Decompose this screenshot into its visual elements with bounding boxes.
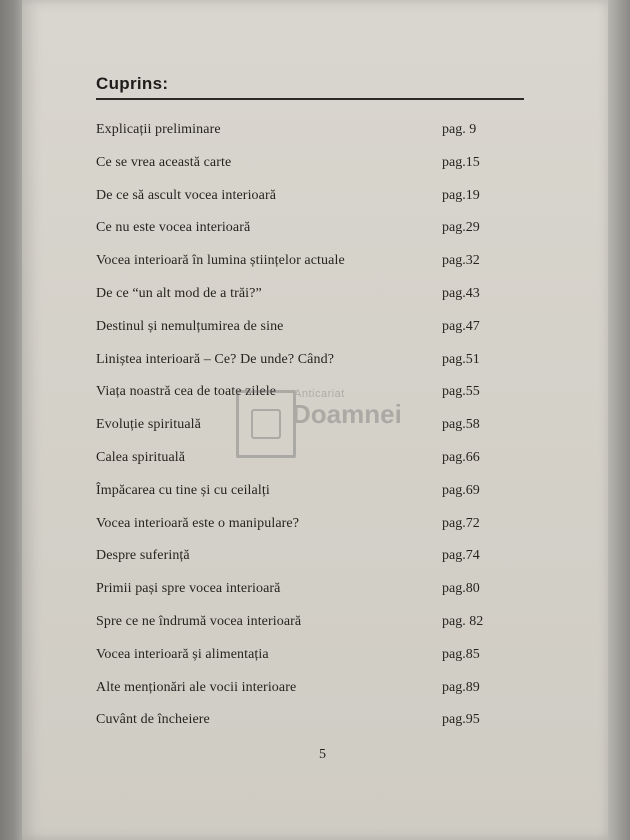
- toc-entry-page: pag. 9: [442, 122, 477, 137]
- watermark-big-text: Doamnei: [292, 399, 402, 429]
- toc-entry-page: pag.95: [442, 712, 480, 728]
- toc-entry: [96, 643, 524, 676]
- toc-entry: [96, 184, 524, 217]
- toc-entry: [96, 512, 524, 545]
- toc-entry: [96, 216, 524, 249]
- toc-entry-page: pag.47: [442, 318, 480, 334]
- toc-entry-title: Alte menționări ale vocii interioare: [96, 679, 297, 695]
- toc-entry-page: pag.74: [442, 548, 480, 564]
- toc-entry-title: Primii pași spre vocea interioară: [96, 581, 281, 597]
- toc-entry-title: Vocea interioară este o manipulare?: [96, 515, 300, 531]
- toc-entry-page: pag.89: [442, 679, 480, 695]
- book-page: [22, 0, 608, 840]
- table-of-contents: [96, 118, 524, 741]
- toc-entry-title: Cuvânt de încheiere: [96, 712, 210, 728]
- toc-entry: [96, 577, 524, 610]
- toc-entry-page: pag.55: [442, 384, 480, 400]
- toc-entry: [96, 676, 524, 709]
- toc-entry: [96, 249, 524, 282]
- toc-entry: [96, 413, 524, 446]
- page-title: Cuprins:: [96, 74, 169, 93]
- toc-entry-page: pag.51: [442, 351, 480, 367]
- toc-entry: [96, 544, 524, 577]
- toc-entry-title: Vocea interioară în lumina științelor actuale: [96, 253, 345, 269]
- toc-entry-title: Împăcarea cu tine și cu ceilalți: [96, 482, 270, 498]
- watermark-small-text: Anticariat: [294, 388, 345, 400]
- toc-entry: [96, 118, 524, 151]
- toc-entry-page: pag.32: [442, 253, 480, 269]
- toc-entry: [96, 282, 524, 315]
- toc-entry-page: pag.43: [442, 285, 480, 301]
- toc-entry-page: pag.58: [442, 417, 480, 433]
- toc-entry: [96, 315, 524, 348]
- toc-entry-title: Evoluție spirituală: [96, 417, 201, 433]
- toc-entry: [96, 348, 524, 381]
- toc-entry-page: pag.80: [442, 581, 480, 597]
- page-number: 5: [319, 747, 326, 762]
- toc-entry: [96, 380, 524, 413]
- toc-entry-page: pag.15: [442, 154, 480, 170]
- toc-entry-page: pag.72: [442, 515, 480, 531]
- toc-entry-page: pag.29: [442, 220, 480, 236]
- title-underline: [96, 98, 524, 100]
- toc-entry-title: Vocea interioară și alimentația: [96, 646, 269, 662]
- toc-entry-title: Ce se vrea această carte: [96, 154, 232, 170]
- toc-entry-title: Destinul și nemulțumirea de sine: [96, 318, 284, 334]
- toc-entry: [96, 479, 524, 512]
- toc-entry-title: Explicații preliminare: [96, 122, 221, 137]
- toc-entry-page: pag.85: [442, 646, 480, 662]
- toc-entry: [96, 708, 524, 741]
- toc-entry-page: pag.66: [442, 449, 480, 465]
- toc-entry: [96, 151, 524, 184]
- toc-entry-title: Liniștea interioară – Ce? De unde? Când?: [96, 351, 335, 367]
- toc-entry: [96, 446, 524, 479]
- toc-entry-title: Viața noastră cea de toate zilele: [96, 384, 277, 400]
- toc-entry-page: pag. 82: [442, 613, 484, 629]
- toc-entry-title: Ce nu este vocea interioară: [96, 220, 251, 236]
- toc-entry-title: De ce “un alt mod de a trăi?”: [96, 285, 262, 301]
- toc-entry-page: pag.69: [442, 482, 480, 498]
- toc-entry-title: De ce să ascult vocea interioară: [96, 187, 277, 203]
- toc-entry: [96, 610, 524, 643]
- toc-entry-title: Spre ce ne îndrumă vocea interioară: [96, 613, 302, 629]
- toc-entry-title: Despre suferință: [96, 548, 190, 564]
- toc-entry-page: pag.19: [442, 187, 480, 203]
- toc-entry-title: Calea spirituală: [96, 449, 186, 465]
